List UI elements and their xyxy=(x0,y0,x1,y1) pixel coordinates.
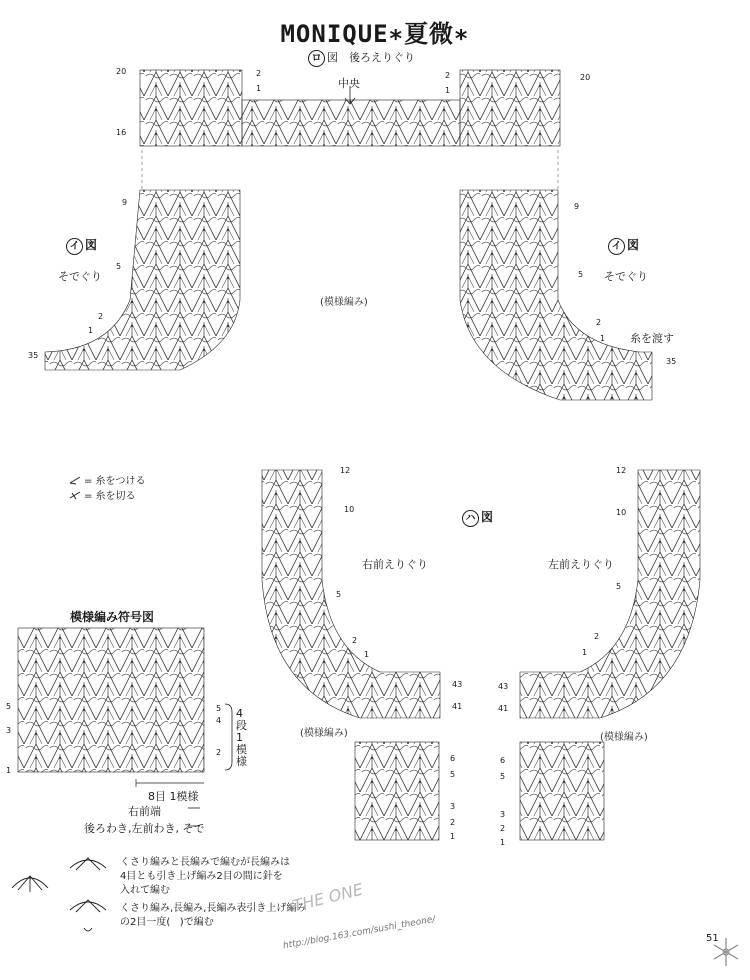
lf-row-2: 2 xyxy=(594,632,600,641)
i-left-title xyxy=(66,236,97,255)
i-label-right: 図 xyxy=(627,238,640,252)
ha-right-pattern-label: (模様編み) xyxy=(300,728,348,739)
rf-row-41: 41 xyxy=(452,702,463,711)
ro-label: 図 後ろえりぐり xyxy=(327,51,415,64)
pattern-swatch xyxy=(18,628,232,826)
swatch-title: 模様編み符号図 xyxy=(70,610,155,624)
ha-title xyxy=(462,508,493,527)
i-right-row-1: 1 xyxy=(600,334,606,343)
i-right-row-9: 9 xyxy=(574,202,580,211)
rf-row-2: 2 xyxy=(352,636,358,645)
center-label: 中央 xyxy=(338,77,360,90)
rf-row-2b: 2 xyxy=(450,818,456,827)
lf-row-2b: 2 xyxy=(500,824,506,833)
i-left-row-2: 2 xyxy=(98,312,104,321)
right-front-label: 右前えりぐり xyxy=(362,558,428,571)
lf-row-3: 3 xyxy=(500,810,506,819)
yarn-note: 糸を渡す xyxy=(630,332,674,345)
footnote-line-1: くさり編みと長編みで編むが長編みは xyxy=(120,857,290,868)
i-right-row-2: 2 xyxy=(596,318,602,327)
ro-row-20-right: 20 xyxy=(580,73,591,82)
left-front-label: 左前えりぐり xyxy=(548,558,614,571)
i-right-row-5: 5 xyxy=(578,270,584,279)
ro-row-1-left: 1 xyxy=(256,84,262,93)
rf-row-1: 1 xyxy=(364,650,370,659)
ro-row-20-left: 20 xyxy=(116,67,127,76)
ro-row-2-right: 2 xyxy=(445,71,451,80)
footnote-line-3: 入れて編む xyxy=(120,885,170,896)
swatch-right-front: 右前端 xyxy=(128,805,161,818)
lf-row-43: 43 xyxy=(498,682,509,691)
i-right-diagram xyxy=(460,190,652,400)
rf-row-12: 12 xyxy=(340,466,351,475)
i-right-sub: そでぐり xyxy=(604,270,648,283)
footnote-line-5: の2目一度( )で編む xyxy=(120,917,214,928)
lf-row-41: 41 xyxy=(498,704,509,713)
i-right-row-35: 35 xyxy=(666,357,677,366)
i-label-left: 図 xyxy=(85,238,98,252)
lf-row-10: 10 xyxy=(616,508,627,517)
i-pattern-label: (模様編み) xyxy=(320,297,368,308)
i-left-sub: そでぐり xyxy=(58,270,102,283)
legend-attach: = 糸をつける xyxy=(84,476,146,487)
rf-row-6: 6 xyxy=(450,754,456,763)
ha-label: 図 xyxy=(481,510,494,524)
i-mark-right: イ xyxy=(608,238,625,255)
i-left-row-9: 9 xyxy=(122,198,128,207)
footnote-line-2: 4目とも引き上げ編み2目の間に針を xyxy=(120,871,283,882)
ha-left-pattern-label: (模様編み) xyxy=(600,732,648,743)
swatch-row-5-left: 5 xyxy=(6,702,12,711)
ha-right-front-diagram xyxy=(262,470,440,840)
footnote-stitch-icons xyxy=(12,858,106,931)
rf-row-10: 10 xyxy=(344,505,355,514)
swatch-stitch-repeat: 8目 1模様 xyxy=(148,790,199,803)
blog-url: http://blog.163.com/sushi_theone/ xyxy=(282,914,437,952)
legend-cut: = 糸を切る xyxy=(84,491,136,502)
rf-row-5: 5 xyxy=(336,590,342,599)
ha-mark: ハ xyxy=(462,510,479,527)
i-left-row-1: 1 xyxy=(88,326,94,335)
lf-row-1b: 1 xyxy=(500,838,506,847)
lf-row-12: 12 xyxy=(616,466,627,475)
lf-row-1: 1 xyxy=(582,648,588,657)
ro-row-1-right: 1 xyxy=(445,86,451,95)
page-title: MONIQUE∗夏微∗ xyxy=(280,20,470,48)
lf-row-5b: 5 xyxy=(500,772,506,781)
lf-row-5: 5 xyxy=(616,582,622,591)
i-mark-left: イ xyxy=(66,238,83,255)
watermark: THE ONE xyxy=(290,879,365,916)
ro-mark: ロ xyxy=(308,50,325,67)
swatch-note-line: 後ろわき,左前わき, そで xyxy=(84,822,205,835)
legend-icons xyxy=(70,477,80,499)
i-left-row-5: 5 xyxy=(116,262,122,271)
i-right-title xyxy=(608,236,639,255)
ha-left-front-diagram xyxy=(520,470,700,840)
rf-row-43: 43 xyxy=(452,680,463,689)
swatch-row-4-right: 4 xyxy=(216,716,222,725)
footnote-line-4: くさり編み,長編み,長編み表引き上げ編み xyxy=(120,903,307,914)
i-left-row-35: 35 xyxy=(28,351,39,360)
rf-row-5b: 5 xyxy=(450,770,456,779)
swatch-row-3-left: 3 xyxy=(6,726,12,735)
swatch-row-2-right: 2 xyxy=(216,748,222,757)
ro-diagram xyxy=(140,70,560,190)
rf-row-3: 3 xyxy=(450,802,456,811)
ro-row-2-left: 2 xyxy=(256,69,262,78)
page-number: 51 xyxy=(706,933,719,944)
lf-row-6: 6 xyxy=(500,756,506,765)
swatch-repeat-label: 4段 1模様 xyxy=(236,707,247,768)
ro-row-16-left: 16 xyxy=(116,128,127,137)
swatch-row-5-right: 5 xyxy=(216,704,222,713)
swatch-row-1-left: 1 xyxy=(6,766,12,775)
rf-row-1b: 1 xyxy=(450,832,456,841)
